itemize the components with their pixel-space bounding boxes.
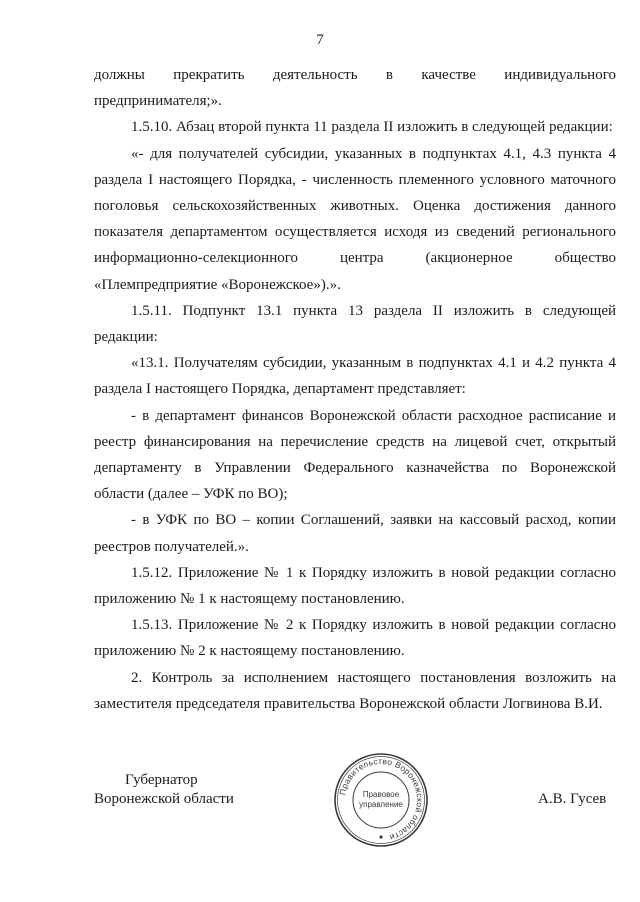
stamp-center-line2: управление [359,800,403,809]
signatory-name: А.В. Гусев [538,791,607,807]
paragraph-1-5-13: 1.5.13. Приложение № 2 к Порядку изложить в новой редакции согласно приложению № 2 к настоящему постановлению. [94,617,616,660]
paragraph-1-5-11: 1.5.11. Подпункт 13.1 пункта 13 раздела II изложить в следующей редакции: [94,302,616,346]
signatory-title-line1: Губернатор [125,772,198,788]
paragraph-2-control: 2. Контроль за исполнением настоящего постановления возложить на заместителя председателя правительства Воронежской области Логвинова В.И. [94,669,616,712]
stamp-ring-text: Правительство Воронежской области [337,755,426,843]
signatory-title-line2: Воронежской области [94,791,234,807]
signature-block [0,770,640,850]
stamp-center-line1: Правовое [362,790,400,799]
stamp-dot [379,835,382,838]
paragraph-continuation: должны прекратить деятельность в качестве индивидуального предпринимателя;». [94,67,616,110]
paragraph-quote-indicator: «- для получателей субсидии, указанных в подпунктах 4.1, 4.3 пункта 4 раздела I настоящего Порядка, - численность племенного условного маточного поголовья сельскохозяйственных животных. Оценка достижения данного показателя департаментом осуществляется исходя из сведений регионального информационно-селекционного центра (акционерное общество «Племпредприятие «Воронежское»).». [94,145,616,293]
paragraph-quote-13-1: «13.1. Получателям субсидии, указанным в подпунктах 4.1 и 4.2 пункта 4 раздела I настоящего Порядка, департамент представляет: [94,355,616,398]
list-item-finance-dept: - в департамент финансов Воронежской области расходное расписание и реестр финансирования на перечисление средств на лицевой счет, открытый департаменту в Управлении Федерального казначейства по Воронежской области (далее – УФК по ВО); [94,407,616,503]
list-item-ufk: - в УФК по ВО – копии Соглашений, заявки на кассовый расход, копии реестров получателей.». [94,512,616,555]
page-number: 7 [316,32,324,48]
document-body [94,62,616,717]
official-seal-stamp [331,750,431,850]
paragraph-1-5-12: 1.5.12. Приложение № 1 к Порядку изложить в новой редакции согласно приложению № 1 к настоящему постановлению. [94,564,616,608]
paragraph-1-5-10: 1.5.10. Абзац второй пункта 11 раздела II изложить в следующей редакции: [131,119,613,136]
